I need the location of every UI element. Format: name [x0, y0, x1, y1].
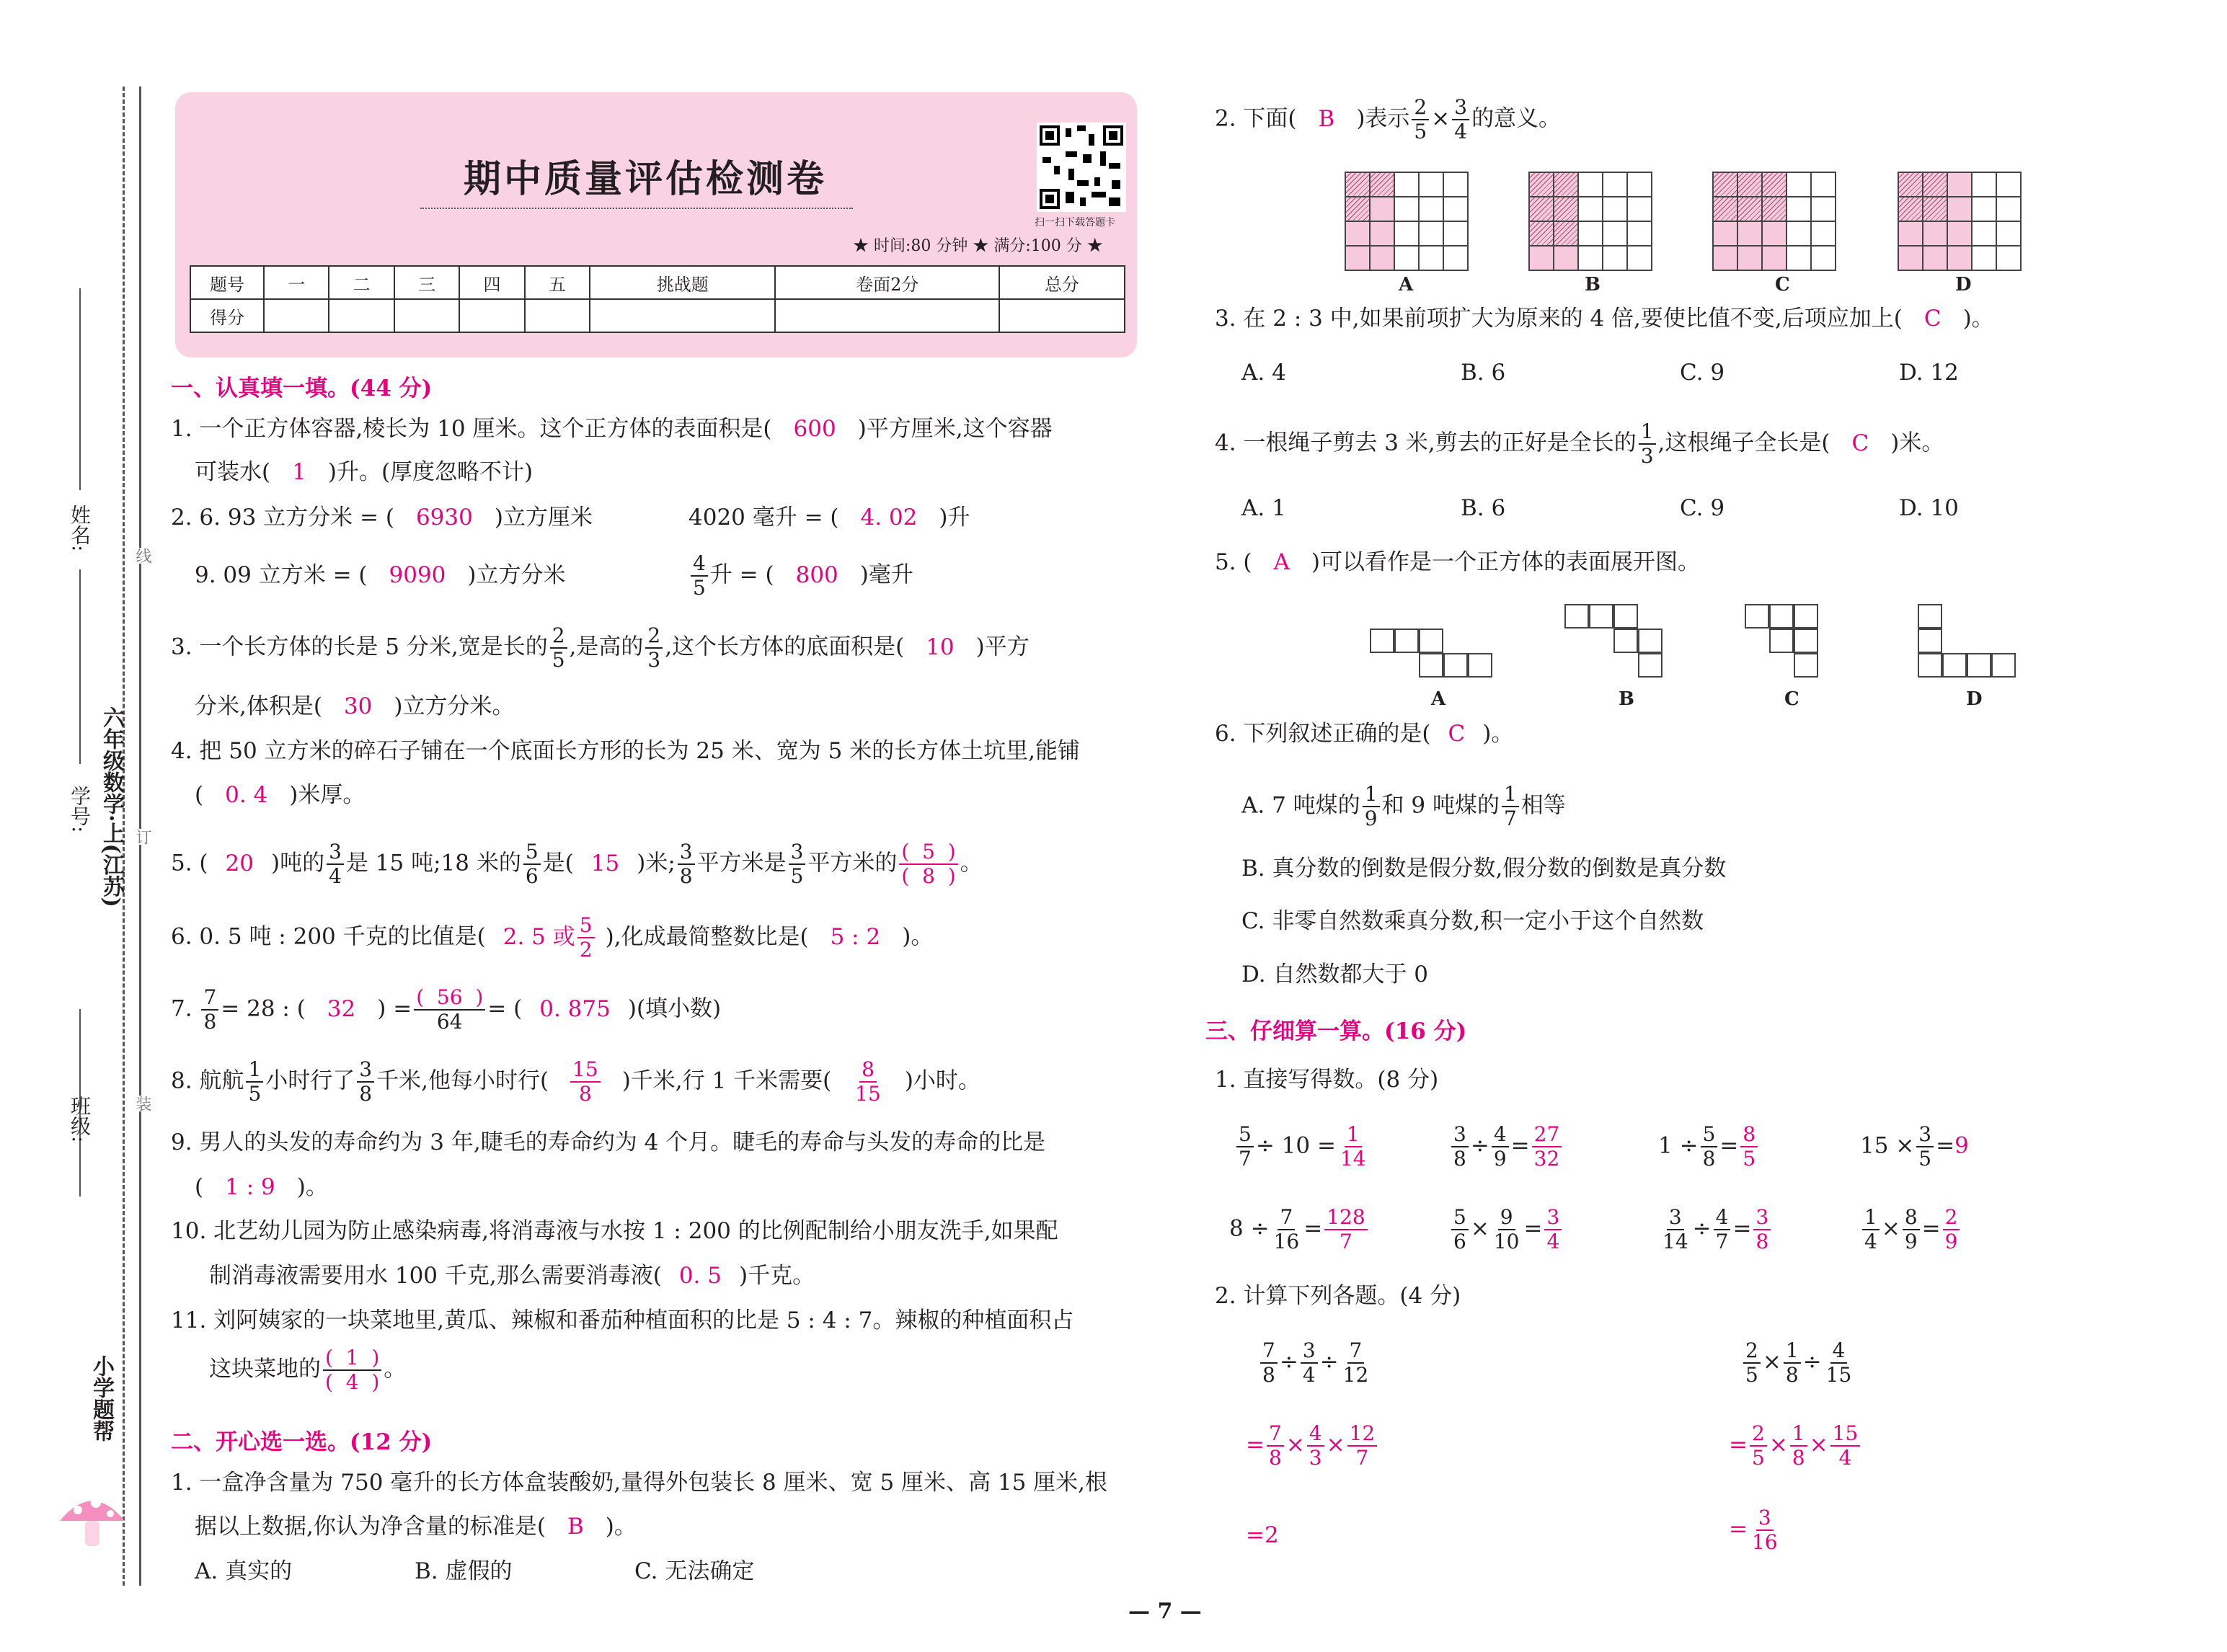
title-underline — [420, 208, 853, 209]
net-label-a: A — [1431, 688, 1446, 710]
question-1-11-cont: 这块菜地的 $\frac{( 1 )}{( 4 )}$ 。 — [209, 1346, 407, 1394]
student-id-label: 学号: — [68, 786, 92, 833]
class-label: 班级: — [68, 1096, 92, 1143]
option-2-6-a: A. 7 吨煤的 $\frac{1}{9}$ 和 9 吨煤的 $\frac{1}{7}$ 相等 — [1241, 782, 1566, 830]
question-2-1-cont: 据以上数据,你认为净含量的标准是( B )。 — [195, 1514, 637, 1540]
calc-6: $\frac{5}{6}$ × $\frac{9}{10}$ = $\frac{3}{4}$ — [1449, 1207, 1564, 1252]
option-2-3-a: A. 4 — [1241, 360, 1286, 386]
exam-meta: ★ 时间:80 分钟 ★ 满分:100 分 ★ — [853, 237, 1103, 255]
question-1-7: 7. $\frac{7}{8}$ = 28 : ( 32 ) = $\frac{( 56 )}{64}$ = ( 0. 875 )(填小数) — [171, 985, 722, 1034]
calc-problem-1: $\frac{7}{8}$ ÷ $\frac{3}{4}$ ÷ $\frac{7}{12}$ — [1258, 1341, 1373, 1385]
option-2-3-c: C. 9 — [1680, 360, 1725, 386]
question-1-2c: 9. 09 立方米 = ( 9090 )立方分米 — [195, 562, 566, 588]
question-2-1: 1. 一盒净含量为 750 毫升的长方体盒装酸奶,量得外包装长 8 厘米、宽 5 厘米、高 15 厘米,根 — [171, 1470, 1108, 1496]
score-cell: 二 — [329, 266, 394, 299]
score-input-cell[interactable] — [394, 299, 459, 332]
mushroom-logo — [56, 1485, 128, 1550]
grid-label-c: C — [1775, 274, 1790, 296]
score-cell: 卷面2分 — [775, 266, 999, 299]
calc-problem-2-result: = $\frac{3}{16}$ — [1729, 1506, 1778, 1554]
score-input-cell[interactable] — [459, 299, 524, 332]
cut-line-mark-2: 订 — [131, 829, 154, 845]
qr-caption: 扫一扫下载答题卡 — [1035, 217, 1115, 228]
question-1-8: 8. 航航 $\frac{1}{5}$ 小时行了 $\frac{3}{8}$ 千米,他每小时行( $\frac{15}{8}$ )千米,行 1 千米需要( $\frac{8}{15}$ )小时。 — [171, 1057, 980, 1106]
name-label: 姓名: — [68, 505, 92, 552]
question-2-6: 6. 下列叙述正确的是( C )。 — [1215, 721, 1514, 747]
section-2-heading: 二、开心选一选。(12 分) — [171, 1429, 433, 1455]
question-1-10: 10. 北艺幼儿园为防止感染病毒,将消毒液与水按 1 : 200 的比例配制给小朋友洗手,如果配 — [171, 1218, 1058, 1244]
margin-rule-2 — [79, 569, 81, 764]
score-cell: 得分 — [190, 299, 264, 332]
grade-label: 六年级数学·上(江苏) — [99, 706, 124, 907]
question-1-4: 4. 把 50 立方米的碎石子铺在一个底面长方形的长为 25 米、宽为 5 米的长方体土坑里,能铺 — [171, 738, 1081, 764]
grid-option-c — [1712, 172, 1836, 271]
grid-option-a — [1345, 172, 1469, 271]
option-2-3-d: D. 12 — [1899, 360, 1959, 386]
question-1-3: 3. 一个长方体的长是 5 分米,宽是长的 $\frac{2}{5}$ ,是高的 $\frac{2}{3}$ ,这个长方体的底面积是( 10 )平方 — [171, 623, 1030, 672]
question-3-1-title: 1. 直接写得数。(8 分) — [1215, 1067, 1439, 1093]
calc-7: $\frac{3}{14}$ ÷ $\frac{4}{7}$ = $\frac{3}{8}$ — [1658, 1207, 1773, 1252]
option-2-4-d: D. 10 — [1899, 495, 1959, 521]
question-1-6: 6. 0. 5 吨 : 200 千克的比值是( 2. 5 或 $\frac{5}{2}$ ),化成最简整数比是( 5 : 2 )。 — [171, 913, 934, 962]
score-input-cell[interactable] — [590, 299, 775, 332]
cut-line-mark-3: 装 — [131, 1096, 154, 1111]
question-2-4: 4. 一根绳子剪去 3 米,剪去的正好是全长的 $\frac{1}{3}$ ,这根绳子全长是( C )米。 — [1215, 419, 1944, 468]
score-input-cell[interactable] — [999, 299, 1125, 332]
grid-option-b — [1528, 172, 1652, 271]
net-label-b: B — [1619, 688, 1634, 710]
score-cell: 四 — [459, 266, 524, 299]
score-table-header-row — [190, 266, 1125, 299]
score-input-cell[interactable] — [525, 299, 590, 332]
option-2-1-b: B. 虚假的 — [415, 1558, 513, 1584]
score-cell: 一 — [264, 266, 329, 299]
qr-code-icon — [1037, 123, 1126, 212]
score-cell: 总分 — [999, 266, 1125, 299]
option-2-6-b: B. 真分数的倒数是假分数,假分数的倒数是真分数 — [1241, 856, 1727, 881]
page-title: 期中质量评估检测卷 — [464, 157, 828, 201]
binding-margin — [0, 0, 151, 1652]
calc-2: $\frac{3}{8}$ ÷ $\frac{4}{9}$ = $\frac{27}{32}$ — [1449, 1124, 1564, 1169]
option-2-1-c: C. 无法确定 — [634, 1558, 755, 1584]
net-label-d: D — [1966, 688, 1983, 710]
score-input-cell[interactable] — [775, 299, 999, 332]
option-2-1-a: A. 真实的 — [195, 1558, 293, 1584]
grid-label-a: A — [1399, 274, 1414, 296]
grid-option-d — [1898, 172, 2022, 271]
question-1-10-cont: 制消毒液需要用水 100 千克,那么需要消毒液( 0. 5 )千克。 — [209, 1263, 815, 1289]
margin-rule-1 — [79, 288, 81, 490]
calc-5: 8 ÷ $\frac{7}{16}$ = $\frac{128}{7}$ — [1229, 1207, 1370, 1252]
grid-label-d: D — [1955, 274, 1972, 296]
option-2-4-c: C. 9 — [1680, 495, 1725, 521]
calc-8: $\frac{1}{4}$ × $\frac{8}{9}$ = $\frac{2}{9}$ — [1860, 1207, 1962, 1252]
calc-problem-1-result: =2 — [1246, 1522, 1279, 1548]
question-1-11: 11. 刘阿姨家的一块菜地里,黄瓜、辣椒和番茄种植面积的比是 5 : 4 : 7。辣椒的种植面积占 — [171, 1307, 1074, 1333]
option-2-4-a: A. 1 — [1241, 495, 1286, 521]
question-1-1: 1. 一个正方体容器,棱长为 10 厘米。这个正方体的表面积是( 600 )平方厘米,这个容器 — [171, 416, 1053, 442]
score-cell: 挑战题 — [590, 266, 775, 299]
score-table — [190, 265, 1125, 333]
option-2-6-c: C. 非零自然数乘真分数,积一定小于这个自然数 — [1241, 908, 1704, 934]
calc-4: 15 × $\frac{3}{5}$ =9 — [1860, 1122, 1969, 1171]
calc-1: $\frac{5}{7}$ ÷ 10 = $\frac{1}{14}$ — [1234, 1124, 1371, 1169]
option-2-4-b: B. 6 — [1461, 495, 1506, 521]
question-1-2: 2. 6. 93 立方分米 = ( 6930 )立方厘米 — [171, 505, 593, 530]
calc-problem-1-step: = $\frac{7}{8}$ × $\frac{4}{3}$ × $\frac{12}{7}$ — [1246, 1424, 1379, 1468]
question-2-3: 3. 在 2 : 3 中,如果前项扩大为原来的 4 倍,要使比值不变,后项应加上( C )。 — [1215, 306, 1994, 332]
score-cell: 五 — [525, 266, 590, 299]
question-1-2d: $\frac{4}{5}$ 升 = ( 800 )毫升 — [689, 554, 913, 598]
calc-problem-2: $\frac{2}{5}$ × $\frac{1}{8}$ ÷ $\frac{4}{15}$ — [1741, 1341, 1856, 1385]
fraction: $\frac{4}{5}$ — [691, 554, 708, 598]
question-1-5: 5. ( 20 )吨的 $\frac{3}{4}$ 是 15 吨;18 米的 $\frac{5}{6}$ 是( 15 )米; $\frac{3}{8}$ 平方米是 $\frac{3}{5}$ 平方米的 $\frac{( 5 )}{( 8 )}$ 。 — [171, 840, 983, 888]
brand-label: 小学题帮 — [89, 1355, 114, 1442]
question-1-3-cont: 分米,体积是( 30 )立方分米。 — [195, 693, 515, 719]
question-1-1-cont: 可装水( 1 )升。(厚度忽略不计) — [195, 459, 533, 485]
calc-problem-2-step: = $\frac{2}{5}$ × $\frac{1}{8}$ × $\frac{15}{4}$ — [1729, 1424, 1862, 1468]
option-2-6-d: D. 自然数都大于 0 — [1241, 962, 1429, 987]
score-cell: 题号 — [190, 266, 264, 299]
header-banner — [175, 92, 1137, 358]
score-cell: 三 — [394, 266, 459, 299]
option-2-3-b: B. 6 — [1461, 360, 1506, 386]
question-2-2: 2. 下面( B )表示 $\frac{2}{5}$ × $\frac{3}{4}$ 的意义。 — [1215, 95, 1562, 143]
score-table-score-row — [190, 299, 1125, 332]
question-3-2-title: 2. 计算下列各题。(4 分) — [1215, 1283, 1461, 1309]
question-1-4-cont: ( 0. 4 )米厚。 — [195, 782, 366, 808]
page-number: — 7 — — [1128, 1599, 1202, 1624]
question-1-9-cont: ( 1 : 9 )。 — [195, 1174, 328, 1200]
question-2-5: 5. ( A )可以看作是一个正方体的表面展开图。 — [1215, 549, 1701, 575]
cut-line-mark-1: 线 — [131, 548, 154, 564]
question-1-2b: 4020 毫升 = ( 4. 02 )升 — [689, 505, 970, 530]
net-label-c: C — [1784, 688, 1799, 710]
section-1-heading: 一、认真填一填。(44 分) — [171, 376, 433, 401]
score-input-cell[interactable] — [329, 299, 394, 332]
section-3-heading: 三、仔细算一算。(16 分) — [1205, 1018, 1467, 1044]
score-input-cell[interactable] — [264, 299, 329, 332]
question-1-9: 9. 男人的头发的寿命约为 3 年,睫毛的寿命约为 4 个月。睫毛的寿命与头发的寿命的比是 — [171, 1129, 1046, 1155]
grid-label-b: B — [1585, 274, 1600, 296]
calc-3: 1 ÷ $\frac{5}{8}$ = $\frac{8}{5}$ — [1658, 1124, 1760, 1169]
